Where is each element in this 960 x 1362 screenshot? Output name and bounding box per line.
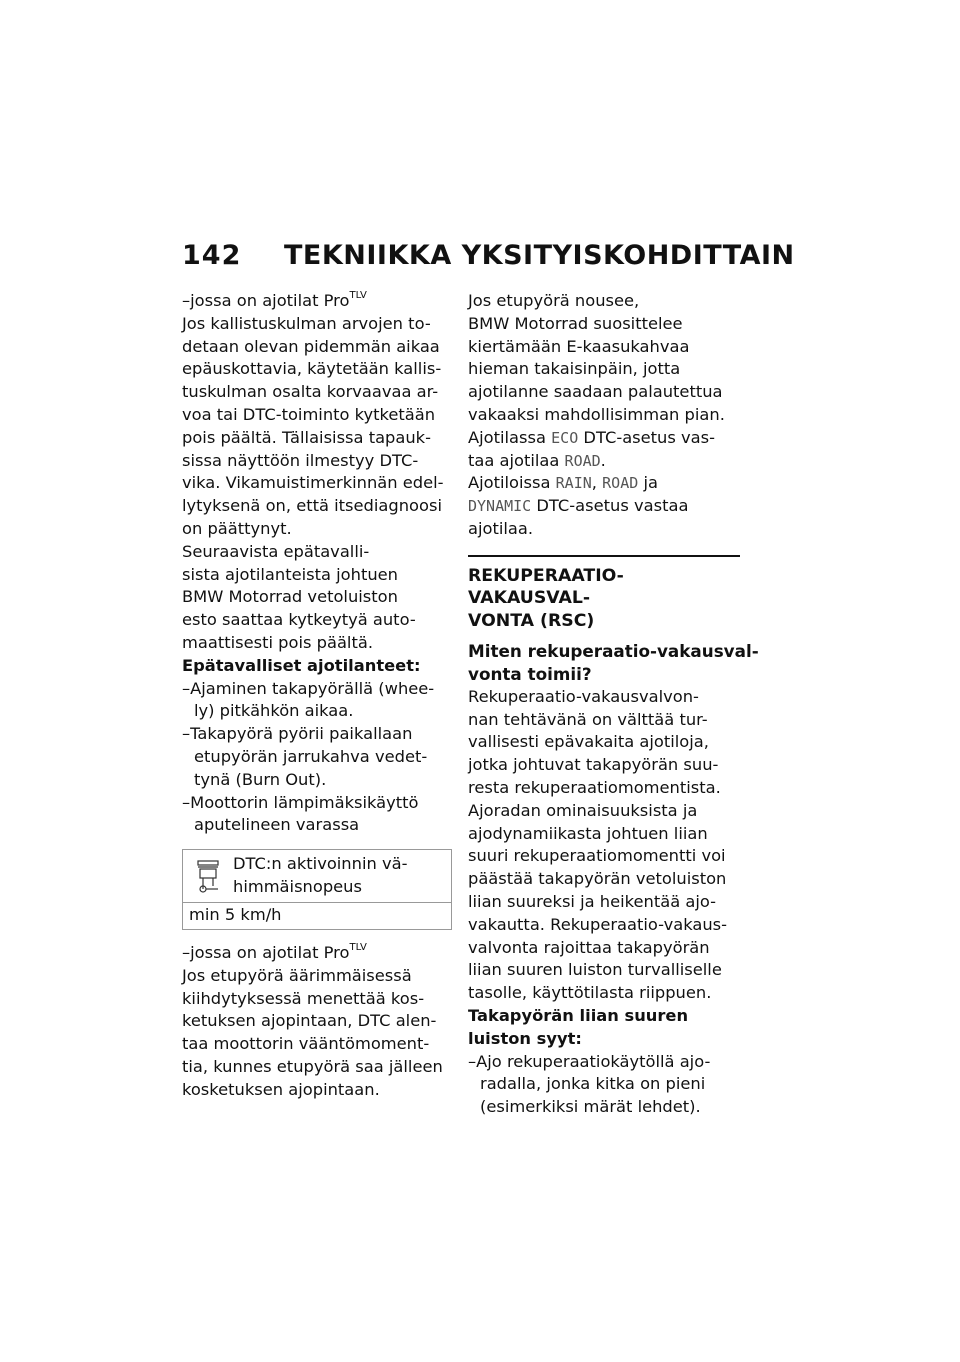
ride-mode-condition: –jossa on ajotilat Pro$^{TLV}$: [182, 290, 367, 310]
paragraph-rsc: Rekuperaatio-vakausvalvon- nan tehtävänä on välttää tur- vallisesti epävakaita ajotiloja, jotka johtuvat takapyörän suu- resta rekuperaatiomomentista. Ajoradan ominaisuuksista ja ajodynamiikasta johtuen liian suuri rekuperaatiomomentti voi päästää takapyörän vetoluiston liian suureksi ja heikentää ajo- vakautta. Rekuperaatio-vakaus- valvonta rajoittaa takapyörän liian suuren luiston turvalliselle tasolle, käyttötilasta riippuen.: [468, 686, 728, 1003]
paragraph-unusual-situations: Seuraavista epätavalli- sista ajotilanteista johtuen BMW Motorrad vetoluiston esto saattaa kytkeytyä auto- maattisesti pois päältä.: [182, 541, 416, 652]
ride-mode-dynamic: DYNAMIC: [468, 497, 532, 516]
spec-label: DTC:n aktivoinnin vä-: [233, 854, 408, 874]
chapter-title: TEKNIIKKA YKSITYISKOHDITTAIN: [284, 240, 795, 271]
right-column: [468, 290, 759, 1119]
engine-piston-icon: [197, 860, 219, 894]
unusual-situations-heading: Epätavalliset ajotilanteet:: [182, 655, 421, 675]
spec-label: himmäisnopeus: [233, 876, 362, 896]
list-item: –Ajo rekuperaatiokäytöllä ajo- radalla, jonka kitka on pieni (esimerkiksi märät lehdet).: [468, 1051, 711, 1117]
paragraph-tilt-angle: Jos kallistuskulman arvojen to- detaan olevan pidemmän aikaa epäuskottavia, käytetään kallis- tuskulman osalta korvaavaa ar- voa tai DTC-toiminto kytketään pois päältä. Tällaisissa tapauk- sissa näyttöön ilmestyy DTC- vika. Vikamuistimerkinnän edel- lytyksenä on, että itsediagnoosi on päättynyt.: [182, 313, 444, 538]
paragraph-eco-mode: Ajotilassa ECO DTC-asetus vas- taa ajotilaa ROAD.: [468, 427, 716, 470]
subsection-title: Takapyörän liian suuren luiston syyt:: [468, 1006, 689, 1048]
section-title: REKUPERAATIO-VAKAUSVAL- VONTA (RSC): [468, 555, 740, 633]
list-item: –Moottorin lämpimäksikäyttö aputelineen varassa: [182, 792, 419, 835]
ride-mode-eco: ECO: [551, 428, 579, 447]
list-item: –Ajaminen takapyörällä (whee- ly) pitkähkön aikaa.: [182, 678, 435, 721]
ride-mode-road: ROAD: [564, 451, 601, 470]
page-number: 142: [182, 240, 242, 271]
spec-box: [182, 849, 452, 930]
ride-mode-rain: RAIN: [555, 474, 592, 493]
paragraph-modes: Ajotiloissa RAIN, ROAD ja DYNAMIC DTC-asetus vastaa ajotilaa.: [468, 473, 689, 538]
paragraph-front-wheel: Jos etupyörä äärimmäisessä kiihdytyksessä menettää kos- ketuksen ajopintaan, DTC alen- taa moottorin vääntömoment- tia, kunnes etupyörä saa jälleen kosketuksen ajopintaan.: [182, 965, 443, 1099]
list-item: –Takapyörä pyörii paikallaan etupyörän jarrukahva vedet- tynä (Burn Out).: [182, 724, 428, 789]
ride-mode-road: ROAD: [602, 474, 639, 493]
paragraph-wheelie: Jos etupyörä nousee, BMW Motorrad suosittelee kiertämään E-kaasukahvaa hieman takaisinpäin, jotta ajotilanne saadaan palautettua vakaaksi mahdollisimman pian.: [468, 291, 725, 424]
page-header: [182, 240, 795, 280]
subsection-title: Miten rekuperaatio-vakausval- vonta toimii?: [468, 641, 759, 685]
spec-value: min 5 km/h: [189, 905, 282, 925]
left-column: [182, 290, 452, 1102]
ride-mode-condition: –jossa on ajotilat Pro$^{TLV}$: [182, 941, 367, 962]
